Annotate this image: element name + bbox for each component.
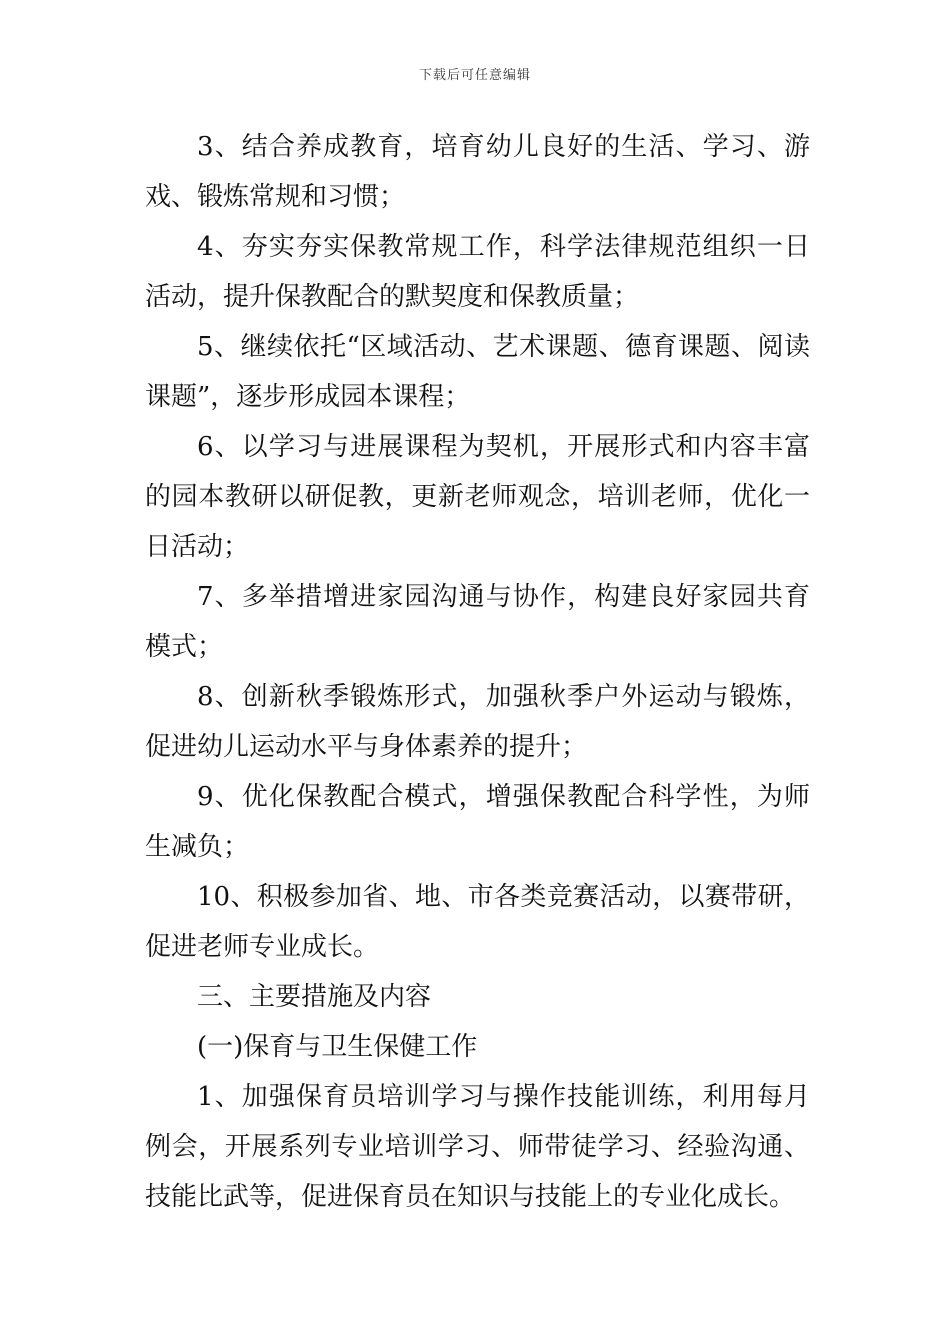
list-item-6: 6、以学习与进展课程为契机，开展形式和内容丰富的园本教研以研促教，更新老师观念，培训老师，优化一日活动；	[145, 432, 810, 562]
list-item-8: 8、创新秋季锻炼形式，加强秋季户外运动与锻炼，促进幼儿运动水平与身体素养的提升；	[145, 682, 810, 762]
page-header-note: 下载后可任意编辑	[418, 68, 531, 83]
document-body	[145, 122, 810, 1222]
section-heading: 三、主要措施及内容	[197, 982, 432, 1012]
subsection-heading: (一)保育与卫生保健工作	[197, 1032, 478, 1062]
list-item-5: 5、继续依托“区域活动、艺术课题、德育课题、阅读课题”，逐步形成园本课程；	[145, 332, 810, 412]
list-item-9: 9、优化保教配合模式，增强保教配合科学性，为师生减负；	[145, 782, 810, 862]
list-item-7: 7、多举措增进家园沟通与协作，构建良好家园共育模式；	[145, 582, 810, 662]
measure-item-1: 1、加强保育员培训学习与操作技能训练，利用每月例会，开展系列专业培训学习、师带徒学习、经验沟通、技能比武等，促进保育员在知识与技能上的专业化成长。	[145, 1082, 810, 1212]
list-item-3: 3、结合养成教育，培育幼儿良好的生活、学习、游戏、锻炼常规和习惯；	[145, 132, 810, 212]
list-item-4: 4、夯实夯实保教常规工作，科学法律规范组织一日活动，提升保教配合的默契度和保教质量；	[145, 232, 810, 312]
list-item-10: 10、积极参加省、地、市各类竞赛活动，以赛带研，促进老师专业成长。	[145, 882, 810, 962]
